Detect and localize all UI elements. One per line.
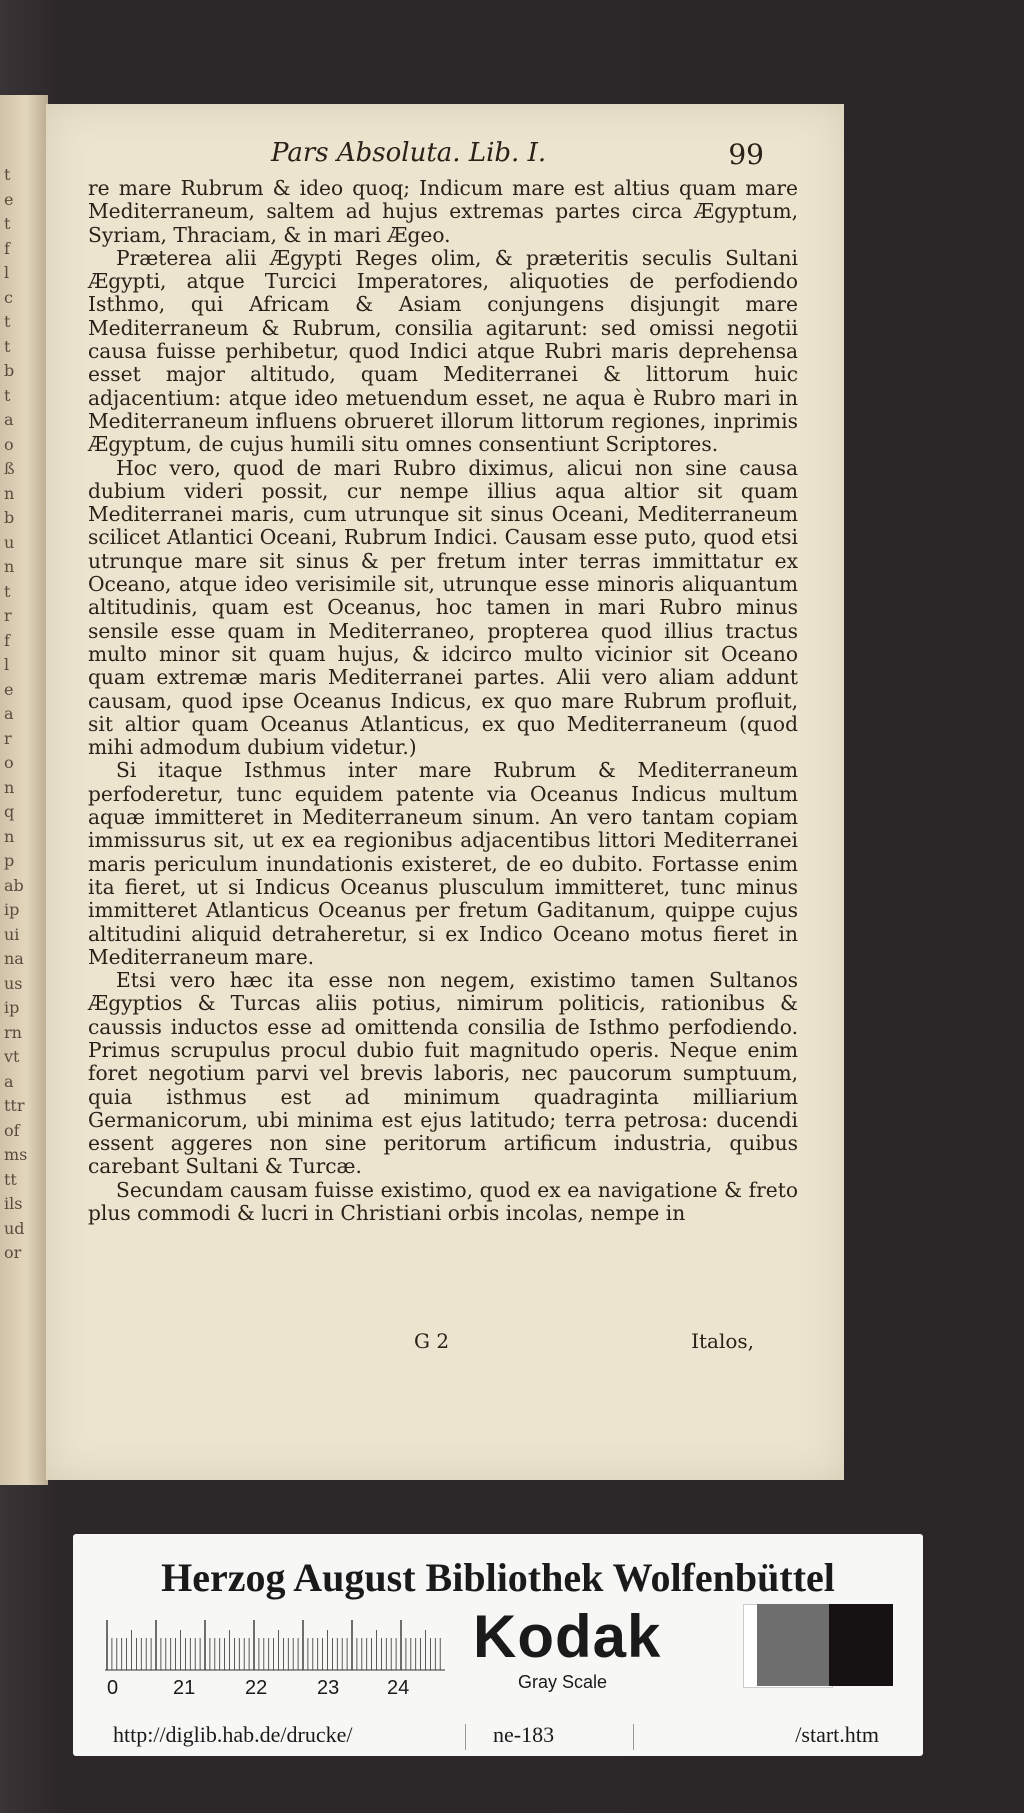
facing-page-fragment: tt: [4, 1169, 17, 1189]
facing-page-fragment: r: [4, 606, 12, 625]
library-title: Herzog August Bibliothek Wolfenbüttel: [161, 1555, 835, 1600]
facing-page-fragment: n: [4, 826, 15, 846]
facing-page-fragment: q: [4, 802, 15, 821]
shelfmark: ne-183: [493, 1722, 555, 1747]
divider: [633, 1724, 634, 1750]
facing-page-fragment: t: [4, 214, 11, 233]
ruler-ticks: [105, 1616, 445, 1676]
page-header: [46, 134, 844, 174]
facing-page-fragment: t: [4, 581, 11, 601]
paragraph-3: Hoc vero, quod de mari Rubro diximus, alicui non sine causa dubium videri possit, cur nempe illius aqua altior sit quam Mediterranei maris, cum utrunque sit sinus Oceani, Mediterraneum scilicet Atlantici Oceani, Rubrum Indici. Causam esse puto, quod etsi utrunque mare sit sinus & per fretum inter terras immittatur ex Oceano, atque ideo verisimile sit, utrunque esse minoris aliquantum altitudinis, quam est Oceanus, hoc tamen in mari Rubro minus sensile esse quam in Mediterraneo, propterea quod illius tractus multo minor sit quam hujus, & idcirco multo vicinior sit Oceano quam extremæ maris Mediterranei partes. Alii vero aliam addunt causam, quod ipse Oceanus Indicus, ex quo mare Rubrum profluit, sit altior quam Oceanus Atlanticus, ex quo Mediterraneum (quod mihi admodum dubium videtur.): [88, 455, 798, 760]
facing-page-fragment: a: [4, 704, 14, 723]
ruler-label: 22: [245, 1677, 268, 1699]
facing-page-fragment: ms: [4, 1145, 28, 1164]
facing-page-fragment: t: [4, 385, 11, 405]
facing-page-fragment: a: [4, 1071, 14, 1091]
facing-page-fragment: ß: [4, 459, 15, 478]
ruler-label: 24: [387, 1677, 410, 1699]
facing-page-fragment: f: [4, 238, 10, 258]
running-head: Pars Absoluta. Lib. I.: [271, 138, 547, 168]
ruler-label: 21: [173, 1677, 196, 1699]
facing-page-fragment: of: [4, 1120, 20, 1140]
facing-page-fragment: us: [4, 973, 23, 993]
facing-page-fragment: l: [4, 263, 10, 282]
facing-page-fragment: n: [4, 483, 15, 503]
paragraph-6: Secundam causam fuisse existimo, quod ex ea navigatione & freto plus commodi & lucri in Christiani orbis incolas, nempe in: [88, 1177, 798, 1226]
paragraph-2: Præterea alii Ægypti Reges olim, & præteritis seculis Sultani Ægypti, atque Turcici Imperatores, aliquoties de perfodiendo Isthmo, qui Africam & Asiam conjungens disjungit mare Mediterraneum & Rubrum, consilia agitarunt: sed omissi negotii causa fuisse perhibetur, quod Indici atque Rubri maris deprehensa esset major altitudo, quam Mediterranei & littorum huic adjacentium: atque ideo metuendum esset, ne aqua è Rubro mari in Mediterraneum influens obrueret illorum littorum regiones, inprimis Ægyptum, de cujus humili situ omnes consentiunt Scriptores.: [88, 245, 798, 457]
ruler-label: 23: [317, 1677, 340, 1699]
facing-page-fragment: t: [4, 312, 11, 331]
book-page: [46, 104, 844, 1480]
facing-page-fragment: n: [4, 777, 15, 797]
facing-page-fragment: rn: [4, 1022, 22, 1042]
facing-page-fragment: ui: [4, 924, 20, 944]
facing-page-fragment: o: [4, 434, 14, 454]
facing-page-fragment: u: [4, 532, 15, 552]
facing-page-fragment: a: [4, 410, 14, 429]
facing-page-edge: [0, 95, 48, 1485]
facing-page-fragment: b: [4, 508, 15, 527]
page-number: 99: [728, 138, 764, 171]
digital-library-url: http://diglib.hab.de/drucke/: [113, 1722, 353, 1747]
facing-page-fragment: ttr: [4, 1096, 25, 1115]
catchword: Italos,: [691, 1329, 754, 1353]
facing-page-fragment: n: [4, 557, 15, 576]
facing-page-fragment: ils: [4, 1194, 23, 1213]
facing-page-fragment: p: [4, 851, 15, 870]
gray-scale-label: Gray Scale: [518, 1672, 608, 1692]
ruler-labels: [105, 1677, 445, 1701]
facing-page-fragment: t: [4, 336, 11, 356]
facing-page-fragment: ab: [4, 875, 24, 895]
facing-page-fragment: ip: [4, 900, 20, 919]
paragraph-5: Etsi vero hæc ita esse non negem, existimo tamen Sultanos Ægyptios & Turcas aliis potius, nimirum politicis, rationibus & caussis inductos esse ad omittenda consilia de Isthmo perfodiendo. Primus scrupulus procul dubio fuit magnitudo operis. Neque enim foret negotium parvi vel brevis laboris, nec paucorum sumptuum, quia isthmus est ad minimum quadraginta milliarium Germanicorum, ubi minima est ejus latitudo; terra petrosa: ducendi essent aggeres non sine peritorum artificum industria, quibus carebant Sultani & Turcæ.: [88, 968, 798, 1179]
body-text: [88, 177, 798, 1225]
signature-mark: G 2: [414, 1329, 450, 1353]
facing-page-fragment: e: [4, 189, 14, 209]
paragraph-1: re mare Rubrum & ideo quoq; Indicum mare est altius quam mare Mediterraneum, saltem ad hujus extremas partes circa Ægyptum, Syriam, Thraciam, & in mari Ægeo.: [88, 176, 798, 247]
facing-page-fragment: e: [4, 679, 14, 699]
facing-page-fragment: l: [4, 655, 10, 674]
facing-page-fragment: na: [4, 949, 24, 968]
black-patch: [829, 1604, 893, 1686]
facing-page-fragment: or: [4, 1243, 22, 1262]
facing-page-fragment: t: [4, 165, 11, 184]
facing-page-fragment: f: [4, 630, 10, 650]
facing-page-fragment: ud: [4, 1218, 25, 1238]
gray-patch: [757, 1604, 829, 1686]
facing-page-fragment: b: [4, 361, 15, 380]
facing-page-fragment: vt: [4, 1047, 20, 1066]
facing-page-fragment: ip: [4, 998, 20, 1017]
paragraph-4: Si itaque Isthmus inter mare Rubrum & Mediterraneum perfoderetur, tunc equidem patente via Oceanus Indicus multum aquæ immitteret in Mediterraneum sinum. An vero tantam copiam immissurus sit, ut ex ea regionibus adjacentibus littori Mediterranei maris periculum inundationis existeret, de eo dubito. Fortasse enim ita fieret, ut si Indicus Oceanus plusculum immitteret, tunc minus immitteret Atlanticus Oceanus per fretum Gaditanum, quippe cujus altitudini aliquid detraheretur, si ex Indico Oceano motus fieret in Mediterraneum mare.: [88, 758, 798, 969]
facing-page-fragment: o: [4, 753, 14, 772]
facing-page-fragment: c: [4, 287, 13, 307]
measurement-ruler: [105, 1616, 445, 1708]
facing-page-fragment: r: [4, 728, 12, 748]
kodak-logo: Kodak: [473, 1603, 662, 1670]
ruler-label: 0: [107, 1677, 119, 1699]
color-calibration-card: [73, 1534, 923, 1756]
start-page-path: /start.htm: [795, 1722, 879, 1747]
divider: [465, 1724, 466, 1750]
